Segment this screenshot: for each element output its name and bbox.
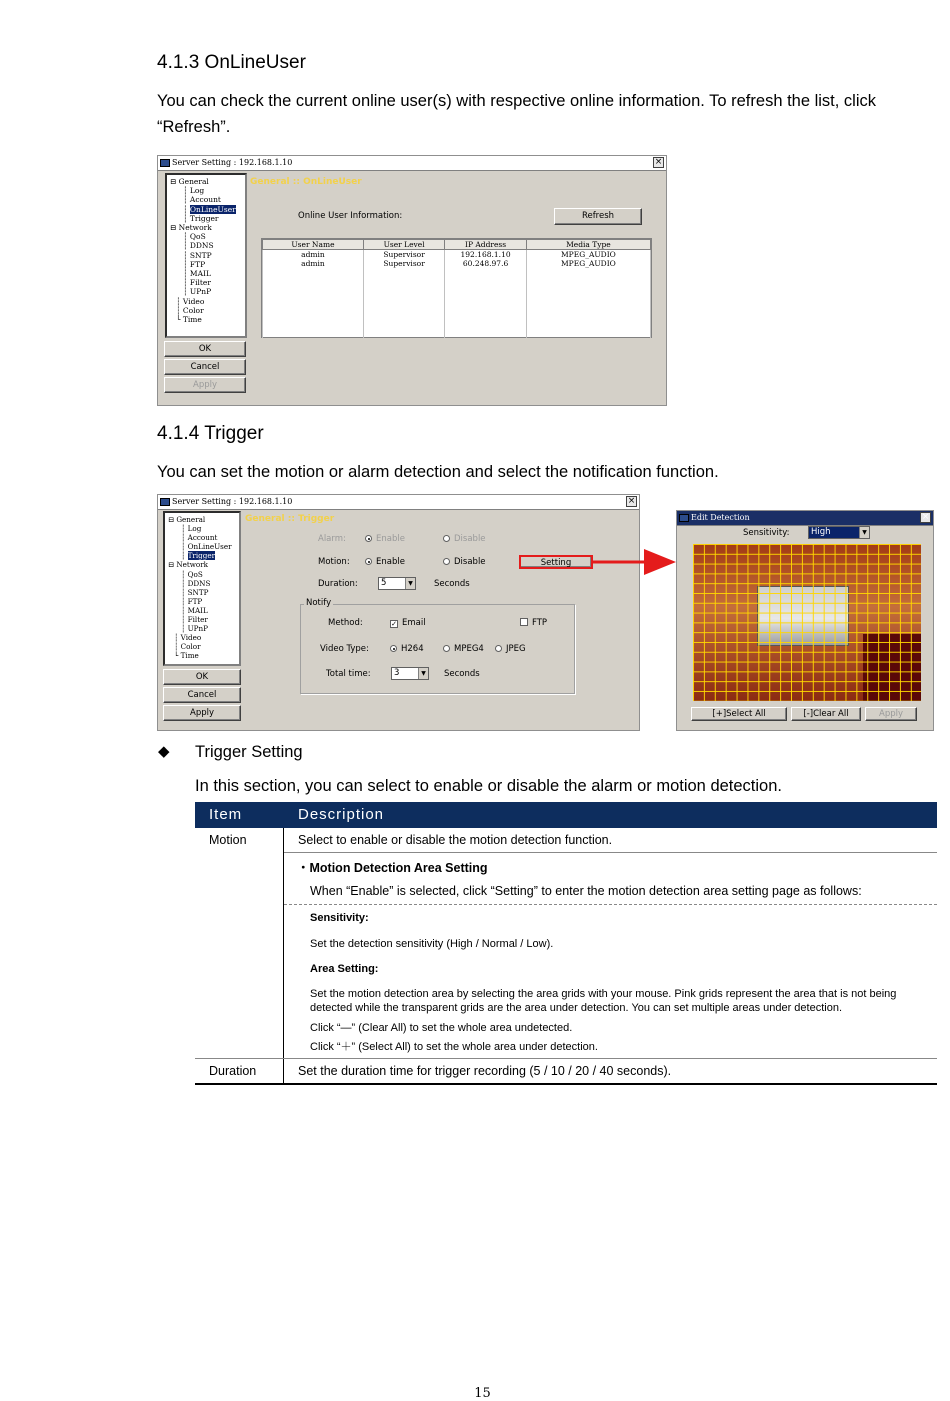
- radio-icon: [365, 535, 372, 542]
- tree-item-account[interactable]: ┆ Account: [183, 195, 221, 205]
- tree-item-mail[interactable]: ┆ MAIL: [181, 605, 208, 615]
- clear-all-button[interactable]: [-]Clear All: [791, 707, 861, 721]
- table-header: [195, 802, 937, 828]
- motion-enable-radio[interactable]: Enable: [365, 557, 405, 567]
- col-description: Description: [298, 806, 385, 823]
- select-all-text: Click “＋” (Select All) to set the whole area under detection.: [310, 1041, 598, 1053]
- col-user-level[interactable]: User Level: [363, 240, 444, 250]
- sensitivity-text: Set the detection sensitivity (High / Normal / Low).: [310, 938, 554, 950]
- check-icon: ✓: [391, 620, 397, 628]
- alarm-disable-radio[interactable]: Disable: [443, 534, 486, 544]
- detection-area-grid[interactable]: [693, 544, 921, 701]
- dialog-titlebar: [158, 495, 639, 510]
- app-icon: [160, 498, 170, 506]
- close-icon[interactable]: ×: [654, 157, 663, 167]
- tree-item-time[interactable]: └ Time: [176, 315, 202, 325]
- duration-label: Duration:: [318, 579, 358, 589]
- duration-seconds: Seconds: [434, 579, 470, 589]
- online-user-label: Online User Information:: [298, 211, 403, 221]
- online-user-table: [261, 238, 652, 338]
- radio-icon: [390, 645, 397, 652]
- settings-tree: [163, 511, 241, 666]
- ok-button[interactable]: OK: [164, 341, 246, 357]
- radio-icon: [443, 645, 450, 652]
- server-setting-dialog-onlineuser: [157, 155, 667, 406]
- tree-item-color[interactable]: ┆ Color: [176, 305, 204, 315]
- col-item: Item: [209, 806, 243, 823]
- refresh-button[interactable]: Refresh: [554, 208, 642, 225]
- notify-label: Notify: [306, 598, 332, 608]
- close-icon[interactable]: ×: [627, 496, 636, 506]
- tree-item-trigger[interactable]: ┆ Trigger: [183, 213, 219, 223]
- tree-item-general[interactable]: ⊟ General: [170, 177, 209, 186]
- chevron-down-icon: ▼: [859, 527, 869, 538]
- tree-item-filter[interactable]: ┆ Filter: [183, 278, 211, 288]
- tree-item-upnp[interactable]: ┆ UPnP: [183, 287, 212, 297]
- close-icon[interactable]: ×: [921, 512, 930, 522]
- tree-item-mail[interactable]: ┆ MAIL: [183, 269, 211, 279]
- grid-overlay: [693, 544, 921, 701]
- cancel-button[interactable]: Cancel: [164, 359, 246, 375]
- table-row[interactable]: admin Supervisor 192.168.1.10 MPEG_AUDIO: [263, 250, 651, 260]
- tree-item-general[interactable]: ⊟ General: [168, 515, 206, 524]
- section-paragraph-trigger: You can set the motion or alarm detection and select the notification function.: [157, 463, 719, 481]
- dialog-title: Edit Detection: [691, 513, 750, 522]
- tree-item-network[interactable]: ⊟ Network: [170, 223, 212, 233]
- tree-item-network[interactable]: ⊟ Network: [168, 560, 209, 570]
- tree-item-video[interactable]: ┆ Video: [176, 296, 205, 306]
- ftp-checkbox[interactable]: FTP: [520, 618, 547, 628]
- tree-item-ftp[interactable]: ┆ FTP: [181, 596, 203, 606]
- settings-tree: [165, 173, 247, 338]
- tree-item-sntp[interactable]: ┆ SNTP: [183, 250, 212, 260]
- duration-select[interactable]: 5 ▼: [378, 577, 416, 590]
- motion-label: Motion:: [318, 557, 350, 567]
- col-user-name[interactable]: User Name: [263, 240, 364, 250]
- tree-item-ftp[interactable]: ┆ FTP: [183, 259, 206, 269]
- sensitivity-select[interactable]: High ▼: [808, 526, 870, 539]
- tree-item-qos[interactable]: ┆ QoS: [181, 569, 203, 579]
- total-time-label: Total time:: [326, 669, 371, 679]
- arrow-right-icon: [592, 546, 678, 578]
- tree-item-log[interactable]: ┆ Log: [183, 186, 205, 196]
- app-icon: [679, 514, 689, 522]
- trigger-description-table: [195, 802, 937, 1078]
- sensitivity-label: Sensitivity:: [743, 528, 790, 538]
- radio-icon: [495, 645, 502, 652]
- mpeg4-radio[interactable]: MPEG4: [443, 644, 484, 654]
- app-icon: [160, 159, 170, 167]
- area-text: Set the motion detection area by selecting the area grids with your mouse. Pink grids represent the area that is not being detected while the transparent grids are the area under detection. You can set multiple areas under detection.: [310, 988, 897, 1014]
- tree-item-qos[interactable]: ┆ QoS: [183, 232, 206, 242]
- alarm-enable-radio[interactable]: Enable: [365, 534, 405, 544]
- section-heading-trigger: 4.1.4 Trigger: [157, 423, 264, 444]
- h264-radio[interactable]: H264: [390, 644, 424, 654]
- motion-description: Select to enable or disable the motion detection function.: [298, 833, 613, 847]
- tree-item-filter[interactable]: ┆ Filter: [181, 615, 208, 625]
- trigger-setting-intro: In this section, you can select to enable or disable the alarm or motion detection.: [195, 777, 782, 795]
- dialog-title: Server Setting : 192.168.1.10: [172, 497, 293, 506]
- tree-item-ddns[interactable]: ┆ DDNS: [183, 241, 214, 251]
- radio-icon: [443, 535, 450, 542]
- radio-icon: [365, 558, 372, 565]
- col-media-type[interactable]: Media Type: [526, 240, 650, 250]
- dialog-titlebar: [158, 156, 666, 171]
- video-type-label: Video Type:: [320, 644, 369, 654]
- apply-button[interactable]: Apply: [164, 377, 246, 393]
- col-ip-address[interactable]: IP Address: [445, 240, 526, 250]
- chevron-down-icon: ▼: [405, 578, 415, 589]
- cancel-button[interactable]: Cancel: [163, 687, 241, 703]
- clear-all-text: Click “—” (Clear All) to set the whole area undetected.: [310, 1022, 573, 1034]
- tree-item-color[interactable]: ┆ Color: [174, 642, 201, 652]
- chevron-down-icon: ▼: [418, 668, 428, 679]
- checkbox-icon: [520, 618, 528, 626]
- table-row[interactable]: admin Supervisor 60.248.97.6 MPEG_AUDIO: [263, 259, 651, 268]
- tree-item-onlineuser[interactable]: ┆ OnLineUser: [181, 542, 232, 552]
- tree-item-trigger[interactable]: ┆ Trigger: [181, 551, 216, 561]
- method-label: Method:: [328, 618, 363, 628]
- alarm-label: Alarm:: [318, 534, 346, 544]
- panel-title: General :: Trigger: [243, 512, 635, 526]
- jpeg-radio[interactable]: JPEG: [495, 644, 526, 654]
- dialog-titlebar: [677, 511, 933, 526]
- sensitivity-title: Sensitivity:: [310, 912, 369, 924]
- tree-item-upnp[interactable]: ┆ UPnP: [181, 624, 208, 634]
- mdas-text: When “Enable” is selected, click “Setting” to enter the motion detection area setting page as follows:: [310, 884, 862, 898]
- setting-button[interactable]: Setting: [519, 555, 593, 569]
- bullet-icon: ◆: [158, 743, 170, 760]
- tree-item-sntp[interactable]: ┆ SNTP: [181, 587, 209, 597]
- page-number: 15: [474, 1386, 491, 1401]
- tree-item-account[interactable]: ┆ Account: [181, 533, 218, 543]
- select-all-button[interactable]: [+]Select All: [691, 707, 787, 721]
- total-time-seconds: Seconds: [444, 669, 480, 679]
- trigger-setting-heading: Trigger Setting: [195, 743, 303, 761]
- email-checkbox[interactable]: ✓ Email: [391, 618, 426, 628]
- edit-detection-dialog: [676, 510, 934, 731]
- apply-button[interactable]: Apply: [163, 705, 241, 721]
- panel-title: General :: OnLineUser: [248, 175, 660, 189]
- section-heading-onlineuser: 4.1.3 OnLineUser: [157, 52, 306, 73]
- radio-icon: [443, 558, 450, 565]
- total-time-select[interactable]: 3 ▼: [391, 667, 429, 680]
- dialog-title: Server Setting : 192.168.1.10: [172, 158, 293, 167]
- apply-button[interactable]: Apply: [865, 707, 917, 721]
- duration-description: Set the duration time for trigger recording (5 / 10 / 20 / 40 seconds).: [298, 1064, 672, 1078]
- tree-item-time[interactable]: └ Time: [174, 651, 199, 661]
- item-motion: Motion: [209, 833, 247, 847]
- section-paragraph-onlineuser: You can check the current online user(s) with respective online information. To refresh the list, click “Refresh”.: [157, 92, 877, 136]
- tree-item-log[interactable]: ┆ Log: [181, 524, 202, 534]
- tree-item-onlineuser[interactable]: ┆ OnLineUser: [183, 204, 236, 214]
- server-setting-dialog-trigger: [157, 494, 640, 731]
- tree-item-ddns[interactable]: ┆ DDNS: [181, 578, 211, 588]
- tree-item-video[interactable]: ┆ Video: [174, 633, 202, 643]
- motion-disable-radio[interactable]: Disable: [443, 557, 486, 567]
- area-title: Area Setting:: [310, 963, 379, 975]
- item-duration: Duration: [209, 1064, 257, 1078]
- mdas-title: ・Motion Detection Area Setting: [297, 861, 488, 875]
- ok-button[interactable]: OK: [163, 669, 241, 685]
